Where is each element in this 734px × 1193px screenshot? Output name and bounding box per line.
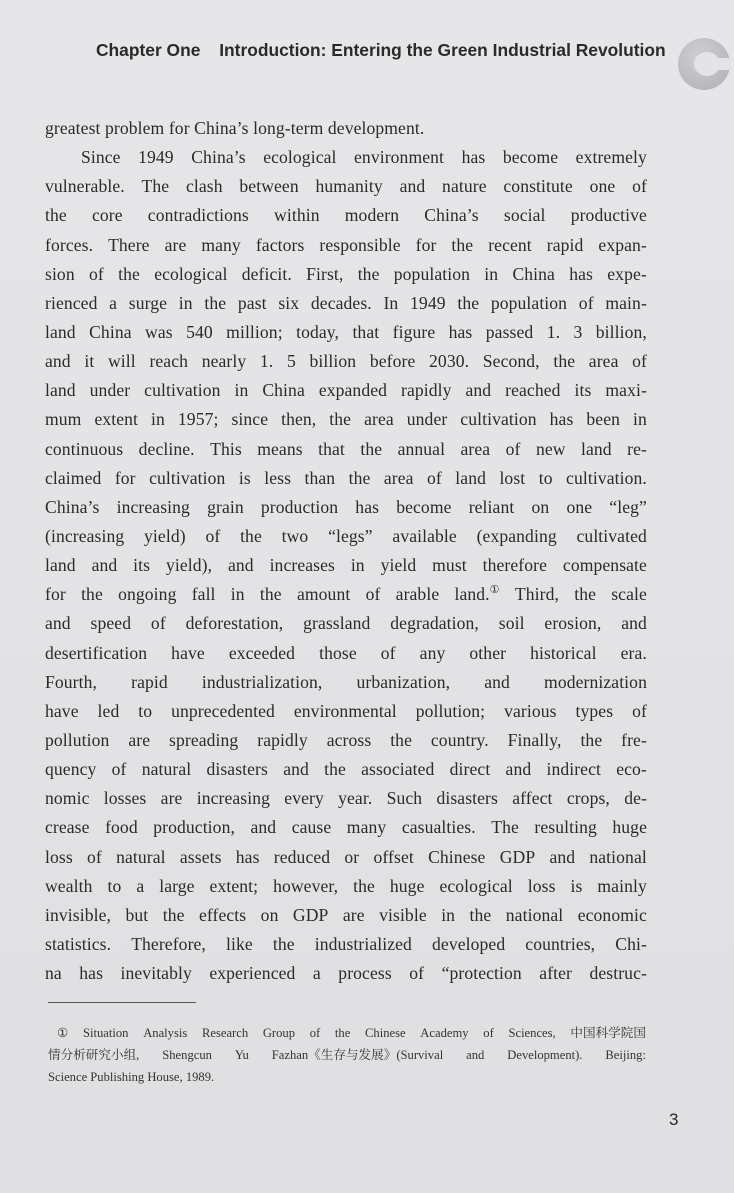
text-line: na has inevitably experienced a process of “protection after destruc-	[45, 963, 647, 984]
text-line: and speed of deforestation, grassland degradation, soil erosion, and	[45, 613, 647, 634]
text-line: vulnerable. The clash between humanity and nature constitute one of	[45, 176, 647, 197]
text-line: mum extent in 1957; since then, the area under cultivation has been in	[45, 409, 647, 430]
text-line: land and its yield), and increases in yield must therefore compensate	[45, 555, 647, 576]
footnote-marker: ①	[489, 584, 500, 597]
chapter-letter-badge-icon	[678, 38, 734, 90]
text-line: continuous decline. This means that the annual area of new land re-	[45, 438, 647, 459]
text-line: claimed for cultivation is less than the area of land lost to cultivation.	[45, 467, 647, 488]
running-head	[96, 40, 666, 61]
footnote-line: 情分析研究小组, Shengcun Yu Fazhan《生存与发展》(Survival and Development). Beijing:	[48, 1048, 646, 1063]
text-line: statistics. Therefore, like the industrialized developed countries, Chi-	[45, 933, 647, 954]
text-line: the core contradictions within modern China’s social productive	[45, 205, 647, 226]
text-line: land China was 540 million; today, that figure has passed 1. 3 billion,	[45, 321, 647, 342]
footnote-line: Science Publishing House, 1989.	[48, 1070, 215, 1085]
text-line: Since 1949 China’s ecological environment has become extremely	[81, 147, 647, 168]
text-line: Fourth, rapid industrialization, urbanization, and modernization	[45, 671, 647, 692]
text-line: forces. There are many factors responsible for the recent rapid expan-	[45, 234, 647, 255]
text-line: loss of natural assets has reduced or offset Chinese GDP and national	[45, 846, 647, 867]
text-line: for the ongoing fall in the amount of arable land.① Third, the scale	[45, 584, 647, 605]
running-head-chapter: Chapter One	[96, 40, 201, 60]
text-line: rienced a surge in the past six decades. In 1949 the population of main-	[45, 292, 647, 313]
footnote-line: ① Situation Analysis Research Group of the Chinese Academy of Sciences, 中国科学院国	[57, 1026, 646, 1040]
text-line: invisible, but the effects on GDP are visible in the national economic	[45, 904, 647, 925]
text-line: pollution are spreading rapidly across the country. Finally, the fre-	[45, 729, 647, 750]
text-line: crease food production, and cause many casualties. The resulting huge	[45, 817, 647, 838]
text-line: sion of the ecological deficit. First, the population in China has expe-	[45, 263, 647, 284]
text-line: and it will reach nearly 1. 5 billion before 2030. Second, the area of	[45, 351, 647, 372]
text-line: desertification have exceeded those of any other historical era.	[45, 642, 647, 663]
body-text	[45, 114, 647, 988]
footnote-separator	[48, 1002, 196, 1003]
text-line: quency of natural disasters and the associated direct and indirect eco-	[45, 759, 647, 780]
page-number: 3	[669, 1110, 679, 1129]
text-line: nomic losses are increasing every year. Such disasters affect crops, de-	[45, 788, 647, 809]
text-line: China’s increasing grain production has become reliant on one “leg”	[45, 496, 647, 517]
footnote	[48, 1022, 646, 1089]
text-line: have led to unprecedented environmental pollution; various types of	[45, 700, 647, 721]
text-line: land under cultivation in China expanded rapidly and reached its maxi-	[45, 380, 647, 401]
running-head-title: Introduction: Entering the Green Industrial Revolution	[219, 40, 666, 60]
text-line: greatest problem for China’s long-term development.	[45, 118, 425, 138]
text-line: wealth to a large extent; however, the huge ecological loss is mainly	[45, 875, 647, 896]
text-line: (increasing yield) of the two “legs” available (expanding cultivated	[45, 525, 647, 546]
